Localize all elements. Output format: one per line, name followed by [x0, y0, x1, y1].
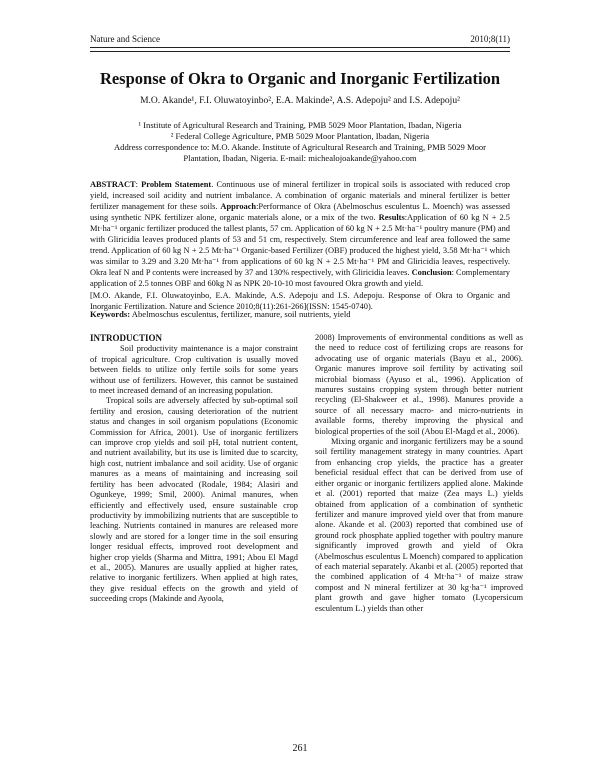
header-rule: [90, 47, 510, 52]
affiliation-2: ² Federal College Agriculture, PMB 5029 Moor Plantation, Ibadan, Nigeria: [170, 131, 430, 141]
keywords-text: Abelmoschus esculentus, fertilizer, manure, soil nutrients, yield: [130, 309, 351, 319]
approach-text: :Performance of Okra (Abelmoschus esculentus L. Moench) was assessed using synthetic NPK fertilizer alone, organic materials alone, or a mix of the two.: [90, 202, 510, 222]
page-number: 261: [292, 743, 308, 754]
problem-label: Problem Statement: [141, 180, 212, 189]
abstract-label: ABSTRACT: [90, 180, 136, 189]
author-list: M.O. Akande¹, F.I. Oluwatoyinbo², E.A. Makinde², A.S. Adepoju² and I.S. Adepoju²: [140, 96, 460, 106]
problem-text: . Continuous use of mineral fertilizer in tropical soils is associated with reduced crop yield, increased soil acidity and nutrient imbalance. A combination of organic materials and mineral fertilizer is better fertilizer management for these soils.: [90, 180, 510, 211]
keywords-label: Keywords:: [90, 309, 131, 319]
abstract-body: ABSTRACT: Problem Statement. Continuous use of mineral fertilizer in tropical soils is associated with reduced crop yield, increased soil acidity and nutrient imbalance. A combination of organic materials and mineral fertilizer is better fertilizer management for these soils. Approach:Performance of Okra (Abelmoschus esculentus L. Moench) was assessed using synthetic NPK fertilizer alone, organic materials alone, or a mix of the two. Results:Application of 60 kg N + 2.5 Mt·ha⁻¹ organic fertilizer produced the tallest plants, 57 cm. Application of 60 kg N + 2.5 Mt·ha⁻¹ poultry manure (PM) and with Gliricidia leaves produced plants of 53 and 51 cm, respectively. Stem circumference and leaf area followed the same trend. Application of 60 kg N + 2.5 Mt·ha⁻¹ Organic-based Fertilizer (OBF) produced the highest yield, 3.58 Mt·ha⁻¹ which was similar to 3.29 and 3.20 Mt·ha⁻¹ from applications of 60 kg N + 2.5 Mt·ha⁻¹ PM and Gliricidia leaves, respectively. Okra leaf N and P contents were increased by 37 and 130% respectively, with Gliricidia leaves. Conclusion: Complementary application of 2.5 tonnes OBF and 60kg N as NPK 20-10-10 most favoured Okra growth and yield.: [90, 180, 510, 288]
abstract: [90, 179, 510, 312]
conclusion-label: Conclusion: [411, 268, 452, 277]
affiliations: [100, 120, 500, 164]
paragraph: Tropical soils are adversely affected by sub-optimal soil fertility and erosion, causing deterioration of the nutrient status and changes in soil organism populations (Economic Commission for Africa, 2001). Use of inorganic fertilizers can improve crop yields and soil pH, total nutrient content, and nutrient availability, but its use is limited due to scarcity, high cost, nutrient imbalance and soil acidity. Use of organic manures as a means of maintaining and increasing soil fertility has been advocated (Rodale, 1984; Alasiri and Ogunkeye, 1999; Smil, 2000). Animal manures, when efficiently and effectively used, ensure sustainable crop productivity by immobilizing nutrients that are susceptible to leaching. Nutrients contained in manures are released more slowly and are stored for a longer time in the soil ensuring longer residual effects, improved root development and higher crop yields (Sharma and Mittra, 1991; Abou El Magd et al., 2005). Manures are usually applied at higher rates, relative to inorganic fertilizers. When applied at high rates, they give residual effects on the growth and yield of succeeding crops (Makinde and Ayoola,: [90, 396, 298, 604]
affiliation-1: ¹ Institute of Agricultural Research and Training, PMB 5029 Moor Plantation, Ibadan, Nigeria: [138, 120, 462, 130]
journal-name: Nature and Science: [90, 34, 160, 44]
column-right: [315, 333, 523, 614]
paper-title: Response of Okra to Organic and Inorganic Fertilization: [99, 69, 501, 88]
results-text: :Application of 60 kg N + 2.5 Mt·ha⁻¹ organic fertilizer produced the tallest plants, 57 cm. Application of 60 kg N + 2.5 Mt·ha⁻¹ poultry manure (PM) and with Gliricidia leaves produced plants of 53 and 51 cm, respectively. Stem circumference and leaf area followed the same trend. Application of 60 kg N + 2.5 Mt·ha⁻¹ Organic-based Fertilizer (OBF) produced the highest yield, 3.58 Mt·ha⁻¹ which was similar to 3.29 and 3.20 Mt·ha⁻¹ from applications of 60 kg N + 2.5 Mt·ha⁻¹ PM and Gliricidia leaves, respectively. Okra leaf N and P contents were increased by 37 and 130% respectively, with Gliricidia leaves.: [90, 213, 510, 277]
running-header: [90, 34, 510, 48]
column-left: [90, 333, 298, 605]
paragraph: 2008) Improvements of environmental conditions as well as the need to reduce cost of fertilizing crops are reasons for advocating use of organic materials (Bayu et al., 2006). Organic manures improve soil fertility by activating soil microbial biomass (Ayuso et al., 1996). Application of manures sustains cropping system through better nutrient recycling (El-Shakweer et al., 1998). Manures provide a source of all necessary macro- and micro-nutrients in available forms, thereby improving the physical and biological properties of the soil (Abou El-Magd et al., 2006).: [315, 333, 523, 436]
intro-heading: INTRODUCTION: [90, 333, 163, 343]
conclusion-text: : Complementary application of 2.5 tonnes OBF and 60kg N as NPK 20-10-10 most favoured Okra growth and yield.: [90, 268, 510, 288]
correspondence-address: Address correspondence to: M.O. Akande. Institute of Agricultural Research and Training, PMB 5029 Moor Plantation, Ibadan, Nigeria. E-mail: michealojoakande@yahoo.com: [113, 142, 487, 163]
paragraph: Soil productivity maintenance is a major constraint of tropical agriculture. Crop cultivation is usually moved between fields to utilize only fertile soils for some years without use of fertilizers. However, this cannot be sustained to meet increased demand of an increasing population.: [90, 344, 298, 396]
approach-label: Approach: [220, 202, 257, 211]
paragraph: Mixing organic and inorganic fertilizers may be a sound soil fertility management strategy in many countries. Apart from enhancing crop yields, the practice has a greater beneficial residual effect that can be derived from use of either organic or inorganic fertilizers applied alone. Makinde et al. (2001) reported that maize (Zea mays L.) yields obtained from application of a combination of synthetic fertilizer and manure improved yield over that from manure alone. Akande et al. (2003) reported that combined use of ground rock phosphate applied together with poultry manure significantly improved growth and yield of Okra (Abelmoschus esculentus L Moench) compared to application of each material separately. Akanbi et al. (2005) reported that the combined application of 4 Mt·ha⁻¹ of maize straw compost and N mineral fertilizer at 30 kg·ha⁻¹ improved plant growth and gave higher tomato (Lycopersicum esculentum L.) yields than other: [315, 437, 523, 613]
journal-issue: 2010;8(11): [470, 34, 510, 44]
citation: [M.O. Akande, F.I. Oluwatoyinbo, E.A. Makinde, A.S. Adepoju and I.S. Adepoju. Response of Okra to Organic and Inorganic Fertilization. Nature and Science 2010;8(11):261-266](ISSN: 1545-0740).: [90, 291, 510, 311]
keywords: [90, 309, 510, 319]
results-label: Results: [378, 213, 405, 222]
